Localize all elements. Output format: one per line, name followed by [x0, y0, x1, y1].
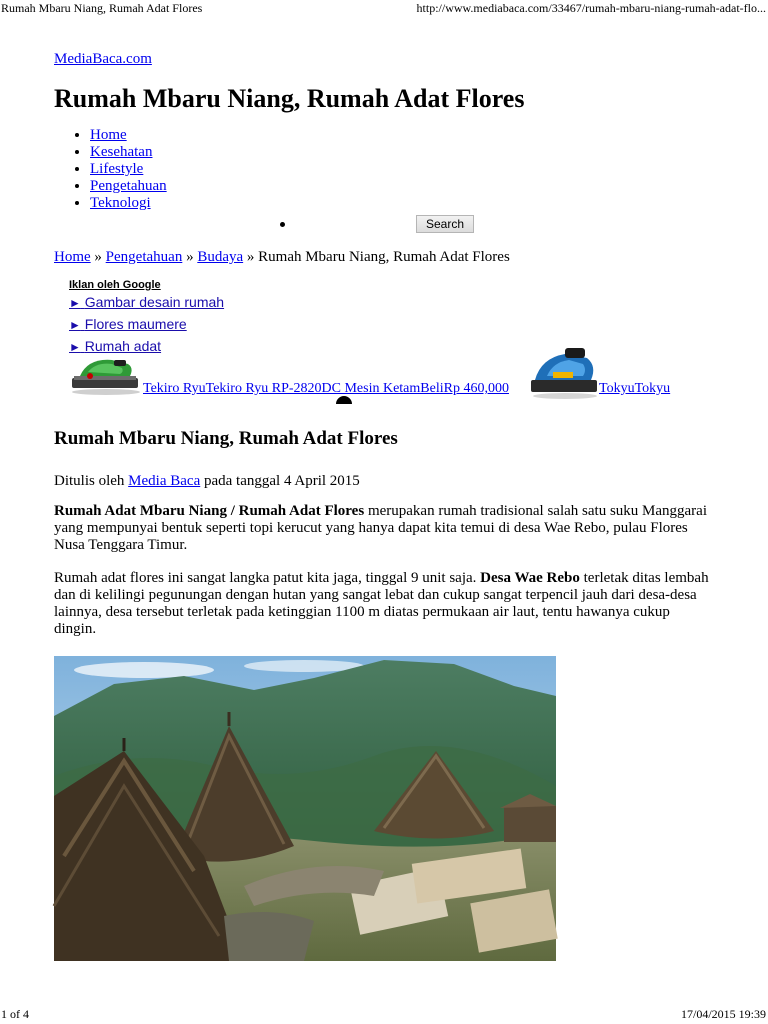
print-footer	[0, 1006, 768, 1024]
byline-prefix: Ditulis oleh	[54, 473, 129, 489]
paragraph-text: merupakan rumah tradisional salah satu suku Manggarai yang mempunyai bentuk seperti topi kerucut yang hanya dapat kita temui di desa Wae Rebo, pulau Flores Nusa Tenggara Timur.	[54, 503, 708, 553]
print-datetime: 17/04/2015 19:39	[680, 1007, 766, 1021]
print-header	[0, 0, 768, 16]
article-paragraph-1	[54, 503, 714, 554]
ad-label: Iklan oleh Google	[69, 279, 161, 291]
breadcrumb	[54, 248, 714, 266]
breadcrumb-separator: »	[243, 249, 259, 265]
electric-planer-image-green[interactable]	[68, 352, 142, 396]
product-link-tekiro[interactable]: Tekiro RyuTekiro Ryu RP-2820DC Mesin KetamBeliRp 460,000	[143, 381, 509, 396]
electric-planer-image-blue[interactable]	[525, 344, 601, 400]
article-paragraph-2	[54, 570, 714, 638]
breadcrumb-separator: »	[90, 249, 106, 265]
nav-item-home	[90, 127, 714, 144]
paragraph-text: terletak ditas lembah dan di kelilingi pegunungan dengan hutan yang sangat lebat dan cukup sangat terpencil jauh dari desa-desa lainnya, desa tersebut terletak pada ketinggian 1100 m diatas permukaan air laut, tentu hawanya cukup dingin.	[54, 570, 709, 637]
article-byline	[54, 472, 714, 490]
print-header-url: http://www.mediabaca.com/33467/rumah-mbaru-niang-rumah-adat-flo...	[416, 1, 766, 15]
paragraph-text: Rumah adat flores ini sangat langka patut kita jaga, tinggal 9 unit saja.	[54, 570, 481, 586]
nav-item-teknologi	[90, 195, 714, 212]
play-triangle-icon: ►	[69, 340, 81, 354]
ad-link-text: Gambar desain rumah	[84, 294, 225, 310]
paragraph-bold-term: Desa Wae Rebo	[480, 570, 580, 586]
main-content	[54, 50, 714, 638]
product-link-tokyu[interactable]: TokyuTokyu	[599, 381, 671, 396]
half-circle-icon	[334, 396, 354, 404]
search-bullet	[280, 222, 285, 227]
play-triangle-icon: ►	[69, 296, 81, 310]
print-header-title: Rumah Mbaru Niang, Rumah Adat Flores	[1, 1, 203, 15]
site-home-link[interactable]: MediaBaca.com	[54, 51, 152, 67]
google-ads	[69, 278, 714, 354]
nav-item-pengetahuan	[90, 178, 714, 195]
ad-link-text: Flores maumere	[84, 316, 187, 332]
ad-link[interactable]	[69, 314, 219, 336]
breadcrumb-current: Rumah Mbaru Niang, Rumah Adat Flores	[258, 249, 510, 265]
ad-link[interactable]	[69, 292, 225, 314]
article-title: Rumah Mbaru Niang, Rumah Adat Flores	[54, 428, 398, 449]
search-bar	[54, 215, 714, 239]
nav-link-pengetahuan[interactable]: Pengetahuan	[90, 178, 167, 194]
author-link[interactable]: Media Baca	[128, 473, 201, 489]
byline-date: pada tanggal 4 April 2015	[200, 473, 360, 489]
nav-link-teknologi[interactable]: Teknologi	[90, 195, 151, 211]
breadcrumb-home[interactable]: Home	[54, 249, 91, 265]
paragraph-bold-lead: Rumah Adat Mbaru Niang / Rumah Adat Flores	[54, 503, 365, 519]
main-nav	[54, 127, 714, 212]
nav-item-lifestyle	[90, 161, 714, 178]
wae-rebo-village-photo	[54, 656, 556, 961]
page-number: 1 of 4	[1, 1007, 29, 1021]
site-title: Rumah Mbaru Niang, Rumah Adat Flores	[54, 84, 525, 113]
ad-link-text: Rumah adat	[84, 338, 162, 354]
nav-link-home[interactable]: Home	[90, 127, 127, 143]
search-button[interactable]: Search	[416, 215, 474, 233]
nav-link-kesehatan[interactable]: Kesehatan	[90, 144, 153, 160]
product-ad-row	[54, 348, 714, 404]
play-triangle-icon: ►	[69, 318, 81, 332]
breadcrumb-separator: »	[182, 249, 198, 265]
nav-item-kesehatan	[90, 144, 714, 161]
breadcrumb-pengetahuan[interactable]: Pengetahuan	[105, 249, 183, 265]
nav-link-lifestyle[interactable]: Lifestyle	[90, 161, 144, 177]
article-photo	[54, 656, 556, 961]
breadcrumb-budaya[interactable]: Budaya	[197, 249, 244, 265]
